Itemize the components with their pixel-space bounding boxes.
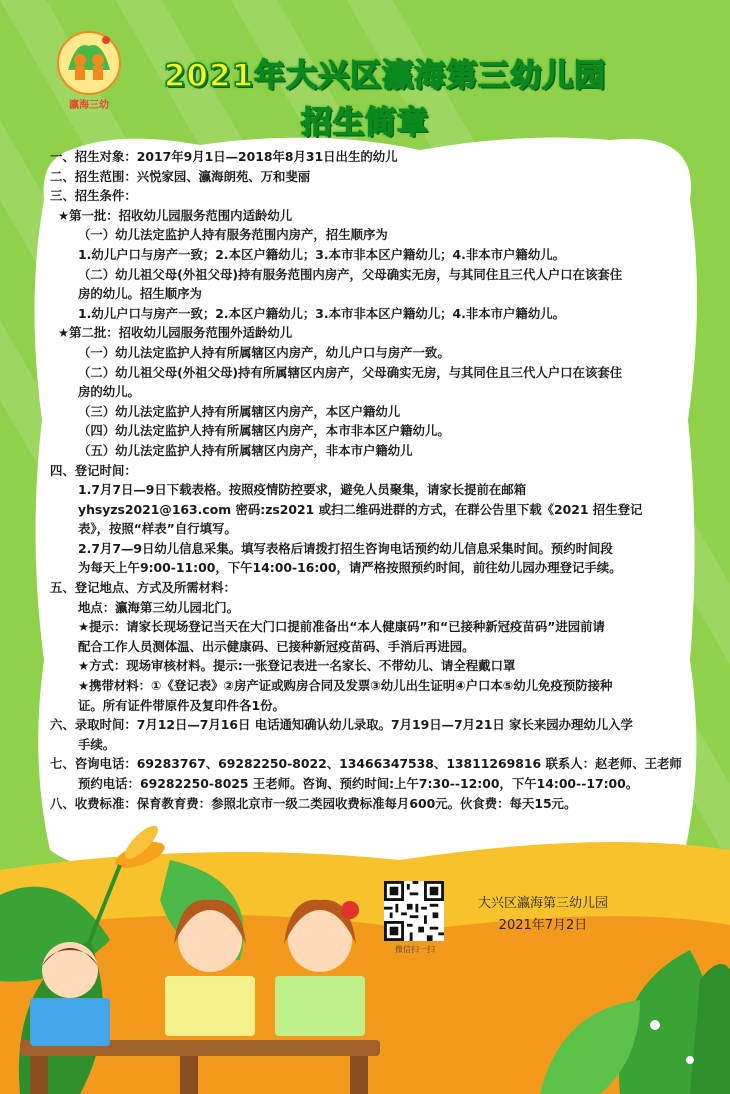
page-subtitle: 招生简章 — [301, 105, 429, 141]
text-line: 1.幼儿户口与房产一致；2.本区户籍幼儿；3.本市非本区户籍幼儿；4.非本市户籍幼儿。 — [78, 246, 565, 262]
text-line: 房的幼儿。招生顺序为 — [78, 286, 202, 302]
text-line: 配合工作人员测体温、出示健康码、已接种新冠疫苗码、手消后再进园。 — [78, 638, 475, 654]
footer-date: 2021年7月2日 — [498, 918, 588, 933]
text-line: ★方式：现场审核材料。提示:一张登记表进一名家长、不带幼儿、请全程戴口罩 — [78, 658, 516, 674]
text-line: （一）幼儿法定监护人持有服务范围内房产，招生顺序为 — [78, 227, 388, 243]
text-line: ★第一批：招收幼儿园服务范围内适龄幼儿 — [58, 207, 293, 223]
notice-content — [50, 147, 680, 813]
text-line: 七、咨询电话：69283767、69282250-8022、13466347538、13811269816 联系人：赵老师、王老师 — [50, 756, 682, 772]
email-line: yhsyzs2021@163.com 密码:zs2021 或扫二维码进群的方式，在群公告里下载《2021 招生登记 — [78, 501, 643, 517]
text-line: （二）幼儿祖父母(外祖父母)持有服务范围内房产，父母确实无房，与其同住且三代人户口在该套住 — [78, 266, 623, 282]
text-line: 四、登记时间： — [50, 462, 137, 478]
text-line: 一、招生对象：2017年9月1日—2018年8月31日出生的幼儿 — [50, 149, 398, 164]
text-line: 八、收费标准：保育教育费：参照北京市一级二类园收费标准每月600元。伙食费：每天15元。 — [50, 795, 577, 811]
text-line: （一）幼儿法定监护人持有所属辖区内房产，幼儿户口与房产一致。 — [78, 344, 450, 360]
text-line: 预约电话：69282250-8025 王老师。咨询、预约时间:上午7:30--12:00，下午14:00--17:00。 — [78, 776, 639, 791]
text-line: 房的幼儿。 — [78, 384, 140, 400]
text-line: 表》，按照“样表”自行填写。 — [78, 521, 237, 537]
text-line: 三、招生条件： — [50, 188, 137, 204]
text-line: （三）幼儿法定监护人持有所属辖区内房产，本区户籍幼儿 — [78, 403, 401, 419]
text-line: 手续。 — [78, 736, 116, 752]
text-line: （四）幼儿法定监护人持有所属辖区内房产，本市非本区户籍幼儿。 — [78, 423, 450, 439]
text-line: （二）幼儿祖父母(外祖父母)持有所属辖区内房产，父母确实无房，与其同住且三代人户口在该套住 — [78, 364, 623, 380]
text-line: 六、录取时间：7月12日—7月16日 电话通知确认幼儿录取。7月19日—7月21日 家长来园办理幼儿入学 — [50, 717, 633, 733]
text-line: 1.幼儿户口与房产一致；2.本区户籍幼儿；3.本市非本区户籍幼儿；4.非本市户籍幼儿。 — [78, 305, 565, 321]
text-line: 证。所有证件带原件及复印件各1份。 — [78, 697, 285, 713]
text-line: ★提示：请家长现场登记当天在大门口提前准备出“本人健康码”和“已接种新冠疫苗码”进园前请 — [78, 619, 605, 635]
text-line: 五、登记地点、方式及所需材料： — [50, 580, 236, 596]
footer-org: 大兴区瀛海第三幼儿园 — [477, 896, 608, 911]
text-line: 为每天上午9:00-11:00，下午14:00-16:00，请严格按照预约时间，前往幼儿园办理登记手续。 — [78, 560, 622, 576]
text-line: 地点：瀛海第三幼儿园北门。 — [78, 599, 240, 615]
text-line: 1.7月7日—9日下载表格。按照疫情防控要求，避免人员聚集，请家长提前在邮箱 — [78, 482, 527, 498]
footer-signature — [458, 893, 628, 937]
page-title: 2021年大兴区瀛海第三幼儿园 — [163, 58, 607, 94]
text-line: 二、招生范围：兴悦家园、瀛海朗苑、万和斐丽 — [50, 168, 311, 184]
qr-caption: 微信扫一扫 — [395, 945, 435, 954]
text-line: ★携带材料：①《登记表》②房产证或购房合同及发票③幼儿出生证明④户口本⑤幼儿免疫预防接种 — [78, 678, 613, 694]
qr-code-icon[interactable] — [384, 881, 444, 941]
logo-text: 瀛海三幼 — [69, 100, 109, 111]
text-line: ★第二批：招收幼儿园服务范围外适龄幼儿 — [58, 325, 293, 341]
text-line: 2.7月7—9日幼儿信息采集。填写表格后请拨打招生咨询电话预约幼儿信息采集时间。预约时间段 — [78, 540, 613, 556]
text-line: （五）幼儿法定监护人持有所属辖区内房产，非本市户籍幼儿 — [78, 442, 413, 458]
